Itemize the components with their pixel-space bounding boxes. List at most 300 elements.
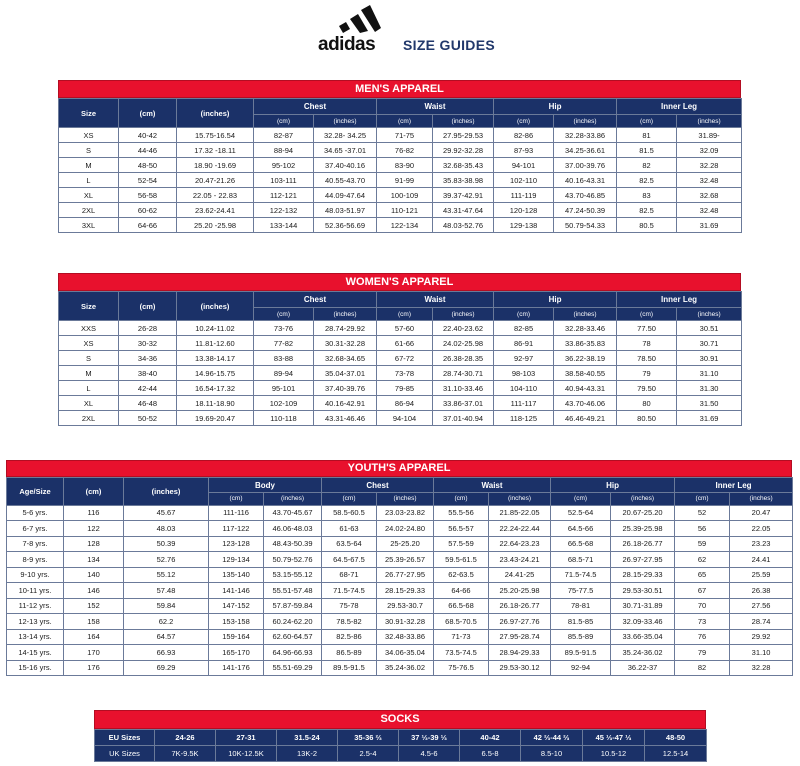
socks-section	[94, 710, 706, 762]
table-row	[7, 614, 793, 630]
table-cell: 55.5-56	[434, 505, 489, 521]
table-cell: 24.41-25	[489, 567, 551, 583]
brand-header	[0, 0, 800, 62]
subheader-cm: (cm)	[377, 115, 433, 128]
table-cell: 56.5-57	[434, 521, 489, 537]
table-cell: 75-76.5	[434, 660, 489, 676]
socks-uk-size: 10.5-12	[583, 746, 645, 762]
table-cell: 46.06-48.03	[264, 521, 322, 537]
table-cell: 48-50	[119, 158, 177, 173]
table-cell: 33.86-37.01	[433, 396, 494, 411]
table-row	[59, 366, 742, 381]
table-cell: 26-28	[119, 321, 177, 336]
table-cell: 25.39-26.57	[377, 552, 434, 568]
table-cell: 76-82	[377, 143, 433, 158]
table-cell: 28.74	[730, 614, 793, 630]
table-cell: 36.22-38.19	[554, 351, 617, 366]
table-cell: 11.81-12.60	[177, 336, 254, 351]
table-cell: 27.56	[730, 598, 793, 614]
table-cell: 26.18-26.77	[611, 536, 675, 552]
table-cell: 24.41	[730, 552, 793, 568]
table-cell: 147-152	[209, 598, 264, 614]
header-age-size: Age/Size	[7, 478, 64, 506]
row-size-label: 12-13 yrs.	[7, 614, 64, 630]
subheader-inches: (inches)	[677, 115, 742, 128]
socks-eu-size: 37 ⅓-39 ⅓	[399, 730, 460, 746]
table-cell: 69.29	[124, 660, 209, 676]
table-cell: 77.50	[617, 321, 677, 336]
page-title: SIZE GUIDES	[403, 37, 495, 53]
table-cell: 111-119	[494, 188, 554, 203]
table-cell: 79.50	[617, 381, 677, 396]
table-cell: 85.5-89	[551, 629, 611, 645]
mens-size-table	[58, 98, 742, 233]
table-cell: 52-54	[119, 173, 177, 188]
table-cell: 58.5-60.5	[322, 505, 377, 521]
table-cell: 43.31-47.64	[433, 203, 494, 218]
subheader-cm: (cm)	[675, 493, 730, 506]
table-cell: 140	[64, 567, 124, 583]
table-cell: 14.96-15.75	[177, 366, 254, 381]
table-cell: 111-117	[494, 396, 554, 411]
table-cell: 30.71	[677, 336, 742, 351]
table-cell: 57.87-59.84	[264, 598, 322, 614]
table-cell: 24.02-24.80	[377, 521, 434, 537]
table-cell: 32.28- 34.25	[314, 128, 377, 143]
socks-title: SOCKS	[94, 710, 706, 729]
header-hip: Hip	[494, 99, 617, 115]
subheader-cm: (cm)	[322, 493, 377, 506]
table-cell: 82.5-86	[322, 629, 377, 645]
row-size-label: 5-6 yrs.	[7, 505, 64, 521]
table-row	[7, 567, 793, 583]
table-cell: 17.32 -18.11	[177, 143, 254, 158]
table-cell: 62.2	[124, 614, 209, 630]
youths-apparel-title: YOUTH'S APPAREL	[6, 460, 792, 477]
table-cell: 23.43-24.21	[489, 552, 551, 568]
table-cell: 59	[675, 536, 730, 552]
table-cell: 26.38	[730, 583, 793, 599]
table-cell: 30.91	[677, 351, 742, 366]
row-size-label: M	[59, 366, 119, 381]
table-cell: 117-122	[209, 521, 264, 537]
table-cell: 32.68-34.65	[314, 351, 377, 366]
table-cell: 118-125	[494, 411, 554, 426]
table-cell: 62-63.5	[434, 567, 489, 583]
table-cell: 81.5-85	[551, 614, 611, 630]
table-cell: 30.51	[677, 321, 742, 336]
table-cell: 59.5-61.5	[434, 552, 489, 568]
table-cell: 92-97	[494, 351, 554, 366]
table-cell: 34.06-35.04	[377, 645, 434, 661]
table-cell: 94-104	[377, 411, 433, 426]
subheader-cm: (cm)	[617, 308, 677, 321]
table-cell: 50-52	[119, 411, 177, 426]
table-cell: 18.11-18.90	[177, 396, 254, 411]
row-size-label: 3XL	[59, 218, 119, 233]
table-cell: 71.5-74.5	[551, 567, 611, 583]
youths-table-body	[7, 505, 793, 676]
table-cell: 40.16-42.91	[314, 396, 377, 411]
table-cell: 31.89-	[677, 128, 742, 143]
table-cell: 31.10-33.46	[433, 381, 494, 396]
row-size-label: XL	[59, 396, 119, 411]
row-size-label: 6-7 yrs.	[7, 521, 64, 537]
table-cell: 61-63	[322, 521, 377, 537]
header-inner-leg: Inner Leg	[617, 292, 742, 308]
table-cell: 73-76	[254, 321, 314, 336]
table-cell: 56-58	[119, 188, 177, 203]
row-size-label: 2XL	[59, 411, 119, 426]
table-row	[7, 645, 793, 661]
socks-uk-row	[95, 746, 707, 762]
table-cell: 146	[64, 583, 124, 599]
table-cell: 64.5-66	[551, 521, 611, 537]
table-cell: 79-85	[377, 381, 433, 396]
table-row	[7, 521, 793, 537]
row-size-label: S	[59, 351, 119, 366]
table-cell: 32.48-33.86	[377, 629, 434, 645]
table-cell: 62	[675, 552, 730, 568]
subheader-inches: (inches)	[264, 493, 322, 506]
table-cell: 122-134	[377, 218, 433, 233]
table-cell: 110-118	[254, 411, 314, 426]
subheader-inches: (inches)	[554, 308, 617, 321]
table-cell: 52.5-64	[551, 505, 611, 521]
table-cell: 80.5	[617, 218, 677, 233]
table-cell: 86-91	[494, 336, 554, 351]
table-cell: 76	[675, 629, 730, 645]
subheader-inches: (inches)	[377, 493, 434, 506]
table-cell: 80	[617, 396, 677, 411]
subheader-inches: (inches)	[611, 493, 675, 506]
table-cell: 34-36	[119, 351, 177, 366]
table-cell: 88-94	[254, 143, 314, 158]
table-cell: 31.69	[677, 218, 742, 233]
table-cell: 129-138	[494, 218, 554, 233]
table-cell: 40-42	[119, 128, 177, 143]
table-cell: 52.36-56.69	[314, 218, 377, 233]
header-chest: Chest	[322, 478, 434, 493]
table-cell: 81	[617, 128, 677, 143]
table-cell: 53.15-55.12	[264, 567, 322, 583]
table-cell: 37.00-39.76	[554, 158, 617, 173]
table-cell: 78.5-82	[322, 614, 377, 630]
table-cell: 141-146	[209, 583, 264, 599]
table-row	[7, 598, 793, 614]
table-cell: 89.5-91.5	[322, 660, 377, 676]
row-size-label: 2XL	[59, 203, 119, 218]
header-body: Body	[209, 478, 322, 493]
mens-apparel-section	[58, 80, 741, 233]
table-cell: 20.47-21.26	[177, 173, 254, 188]
table-cell: 29.92	[730, 629, 793, 645]
table-cell: 32.28-33.86	[554, 128, 617, 143]
header-cm: (cm)	[119, 99, 177, 128]
table-cell: 40.55-43.70	[314, 173, 377, 188]
table-cell: 57.5-59	[434, 536, 489, 552]
header-inches: (inches)	[177, 99, 254, 128]
table-cell: 10.24-11.02	[177, 321, 254, 336]
table-cell: 40.16-43.31	[554, 173, 617, 188]
table-cell: 64.57	[124, 629, 209, 645]
subheader-cm: (cm)	[254, 115, 314, 128]
table-cell: 104-110	[494, 381, 554, 396]
table-cell: 57.48	[124, 583, 209, 599]
header-hip: Hip	[494, 292, 617, 308]
socks-uk-size: 10K-12.5K	[216, 746, 277, 762]
table-cell: 102-109	[254, 396, 314, 411]
table-cell: 45.67	[124, 505, 209, 521]
table-cell: 24.02-25.98	[433, 336, 494, 351]
table-cell: 37.40-40.16	[314, 158, 377, 173]
subheader-cm: (cm)	[254, 308, 314, 321]
table-cell: 159-164	[209, 629, 264, 645]
table-cell: 52.76	[124, 552, 209, 568]
table-cell: 27.95-29.53	[433, 128, 494, 143]
table-cell: 13.38-14.17	[177, 351, 254, 366]
table-cell: 46.46-49.21	[554, 411, 617, 426]
table-cell: 64-66	[119, 218, 177, 233]
table-cell: 65	[675, 567, 730, 583]
table-cell: 110-121	[377, 203, 433, 218]
table-row	[7, 552, 793, 568]
table-row	[7, 583, 793, 599]
table-cell: 38.58-40.55	[554, 366, 617, 381]
table-cell: 73.5-74.5	[434, 645, 489, 661]
table-row	[59, 143, 742, 158]
table-cell: 67	[675, 583, 730, 599]
table-cell: 22.64-23.23	[489, 536, 551, 552]
table-cell: 42-44	[119, 381, 177, 396]
table-cell: 22.05	[730, 521, 793, 537]
table-cell: 64.5-67.5	[322, 552, 377, 568]
table-cell: 95-102	[254, 158, 314, 173]
subheader-inches: (inches)	[433, 308, 494, 321]
table-cell: 25.20 -25.98	[177, 218, 254, 233]
socks-eu-row	[95, 730, 707, 746]
table-cell: 31.69	[677, 411, 742, 426]
table-cell: 26.97-27.95	[611, 552, 675, 568]
table-cell: 43.70-46.85	[554, 188, 617, 203]
row-size-label: 7-8 yrs.	[7, 536, 64, 552]
table-cell: 44.09-47.64	[314, 188, 377, 203]
table-cell: 32.48	[677, 203, 742, 218]
header-waist: Waist	[434, 478, 551, 493]
table-cell: 82-86	[494, 128, 554, 143]
table-cell: 34.25-36.61	[554, 143, 617, 158]
table-cell: 30.91-32.28	[377, 614, 434, 630]
table-cell: 86.5-89	[322, 645, 377, 661]
table-row	[59, 411, 742, 426]
table-cell: 77-82	[254, 336, 314, 351]
table-cell: 20.47	[730, 505, 793, 521]
table-cell: 66.93	[124, 645, 209, 661]
table-cell: 68.5-70.5	[434, 614, 489, 630]
table-cell: 73-78	[377, 366, 433, 381]
header-inches: (inches)	[177, 292, 254, 321]
table-cell: 30.71-31.89	[611, 598, 675, 614]
table-cell: 92-94	[551, 660, 611, 676]
table-row	[59, 158, 742, 173]
socks-eu-size: 48-50	[645, 730, 707, 746]
table-cell: 134	[64, 552, 124, 568]
table-cell: 82.5	[617, 173, 677, 188]
header-inches: (inches)	[124, 478, 209, 506]
table-cell: 128	[64, 536, 124, 552]
row-size-label: 8-9 yrs.	[7, 552, 64, 568]
subheader-cm: (cm)	[209, 493, 264, 506]
table-cell: 71-75	[377, 128, 433, 143]
socks-uk-size: 4.5-6	[399, 746, 460, 762]
table-row	[59, 188, 742, 203]
table-cell: 129-134	[209, 552, 264, 568]
table-cell: 25.20-25.98	[489, 583, 551, 599]
row-size-label: 11-12 yrs.	[7, 598, 64, 614]
table-cell: 31.10	[677, 366, 742, 381]
table-cell: 28.74-30.71	[433, 366, 494, 381]
table-row	[59, 203, 742, 218]
socks-size-table	[94, 729, 707, 762]
table-cell: 89-94	[254, 366, 314, 381]
table-cell: 27.95-28.74	[489, 629, 551, 645]
table-cell: 23.23	[730, 536, 793, 552]
table-row	[7, 505, 793, 521]
table-cell: 35.83-38.98	[433, 173, 494, 188]
table-cell: 43.70-45.67	[264, 505, 322, 521]
table-cell: 81.5	[617, 143, 677, 158]
table-cell: 68-71	[322, 567, 377, 583]
table-cell: 28.74-29.92	[314, 321, 377, 336]
table-cell: 153-158	[209, 614, 264, 630]
table-cell: 68.5-71	[551, 552, 611, 568]
table-cell: 55.12	[124, 567, 209, 583]
table-row	[59, 321, 742, 336]
table-cell: 78	[617, 336, 677, 351]
table-row	[7, 660, 793, 676]
socks-eu-size: 24-26	[155, 730, 216, 746]
table-row	[59, 218, 742, 233]
table-cell: 21.85-22.05	[489, 505, 551, 521]
table-cell: 33.66-35.04	[611, 629, 675, 645]
row-size-label: S	[59, 143, 119, 158]
table-cell: 112-121	[254, 188, 314, 203]
table-cell: 102-110	[494, 173, 554, 188]
table-cell: 55.51-69.29	[264, 660, 322, 676]
table-cell: 86-94	[377, 396, 433, 411]
table-cell: 25.39-25.98	[611, 521, 675, 537]
table-cell: 28.94-29.33	[489, 645, 551, 661]
socks-uk-size: 7K-9.5K	[155, 746, 216, 762]
table-cell: 165-170	[209, 645, 264, 661]
row-size-label: XXS	[59, 321, 119, 336]
table-cell: 50.39	[124, 536, 209, 552]
table-cell: 48.03-51.97	[314, 203, 377, 218]
table-cell: 152	[64, 598, 124, 614]
table-cell: 16.54-17.32	[177, 381, 254, 396]
row-size-label: XS	[59, 128, 119, 143]
table-cell: 78.50	[617, 351, 677, 366]
table-cell: 48.03-52.76	[433, 218, 494, 233]
table-cell: 70	[675, 598, 730, 614]
table-cell: 75-77.5	[551, 583, 611, 599]
table-cell: 83	[617, 188, 677, 203]
table-cell: 94-101	[494, 158, 554, 173]
brand-wordmark: adidas	[318, 34, 376, 55]
table-cell: 33.86-35.83	[554, 336, 617, 351]
table-cell: 103-111	[254, 173, 314, 188]
header-size: Size	[59, 99, 119, 128]
table-cell: 32.09-33.46	[611, 614, 675, 630]
row-size-label: XL	[59, 188, 119, 203]
table-cell: 19.69-20.47	[177, 411, 254, 426]
header-hip: Hip	[551, 478, 675, 493]
table-cell: 122	[64, 521, 124, 537]
table-cell: 73	[675, 614, 730, 630]
table-cell: 78-81	[551, 598, 611, 614]
subheader-cm: (cm)	[551, 493, 611, 506]
table-cell: 56	[675, 521, 730, 537]
socks-eu-size: 45 ⅓-47 ⅓	[583, 730, 645, 746]
table-cell: 28.15-29.33	[377, 583, 434, 599]
socks-uk-size: 6.5-8	[460, 746, 521, 762]
womens-table-body	[59, 321, 742, 426]
socks-eu-size: 42 ⅔-44 ⅔	[521, 730, 583, 746]
table-cell: 64.96-66.93	[264, 645, 322, 661]
table-cell: 23.62-24.41	[177, 203, 254, 218]
socks-uk-size: 13K-2	[277, 746, 338, 762]
table-cell: 79	[675, 645, 730, 661]
table-cell: 20.67-25.20	[611, 505, 675, 521]
subheader-inches: (inches)	[314, 308, 377, 321]
table-cell: 48.43-50.39	[264, 536, 322, 552]
table-cell: 52	[675, 505, 730, 521]
table-cell: 91-99	[377, 173, 433, 188]
table-cell: 55.51-57.48	[264, 583, 322, 599]
row-size-label: L	[59, 381, 119, 396]
table-cell: 40.94-43.31	[554, 381, 617, 396]
row-size-label: 10-11 yrs.	[7, 583, 64, 599]
table-cell: 26.77-27.95	[377, 567, 434, 583]
table-cell: 32.28	[730, 660, 793, 676]
table-cell: 18.90 -19.69	[177, 158, 254, 173]
table-cell: 57-60	[377, 321, 433, 336]
table-cell: 31.10	[730, 645, 793, 661]
socks-eu-label: EU Sizes	[95, 730, 155, 746]
table-cell: 170	[64, 645, 124, 661]
table-cell: 32.68	[677, 188, 742, 203]
adidas-three-stripes-icon	[337, 4, 381, 34]
socks-uk-label: UK Sizes	[95, 746, 155, 762]
table-cell: 95-101	[254, 381, 314, 396]
table-cell: 98-103	[494, 366, 554, 381]
row-size-label: 9-10 yrs.	[7, 567, 64, 583]
table-cell: 43.70-46.06	[554, 396, 617, 411]
table-cell: 60.24-62.20	[264, 614, 322, 630]
subheader-cm: (cm)	[617, 115, 677, 128]
table-cell: 22.05 - 22.83	[177, 188, 254, 203]
womens-apparel-title: WOMEN'S APPAREL	[58, 273, 741, 291]
subheader-inches: (inches)	[433, 115, 494, 128]
subheader-inches: (inches)	[314, 115, 377, 128]
table-cell: 35.04-37.01	[314, 366, 377, 381]
table-row	[7, 536, 793, 552]
table-cell: 60-62	[119, 203, 177, 218]
womens-apparel-section	[58, 273, 741, 426]
table-cell: 26.18-26.77	[489, 598, 551, 614]
header-chest: Chest	[254, 99, 377, 115]
table-cell: 63.5-64	[322, 536, 377, 552]
